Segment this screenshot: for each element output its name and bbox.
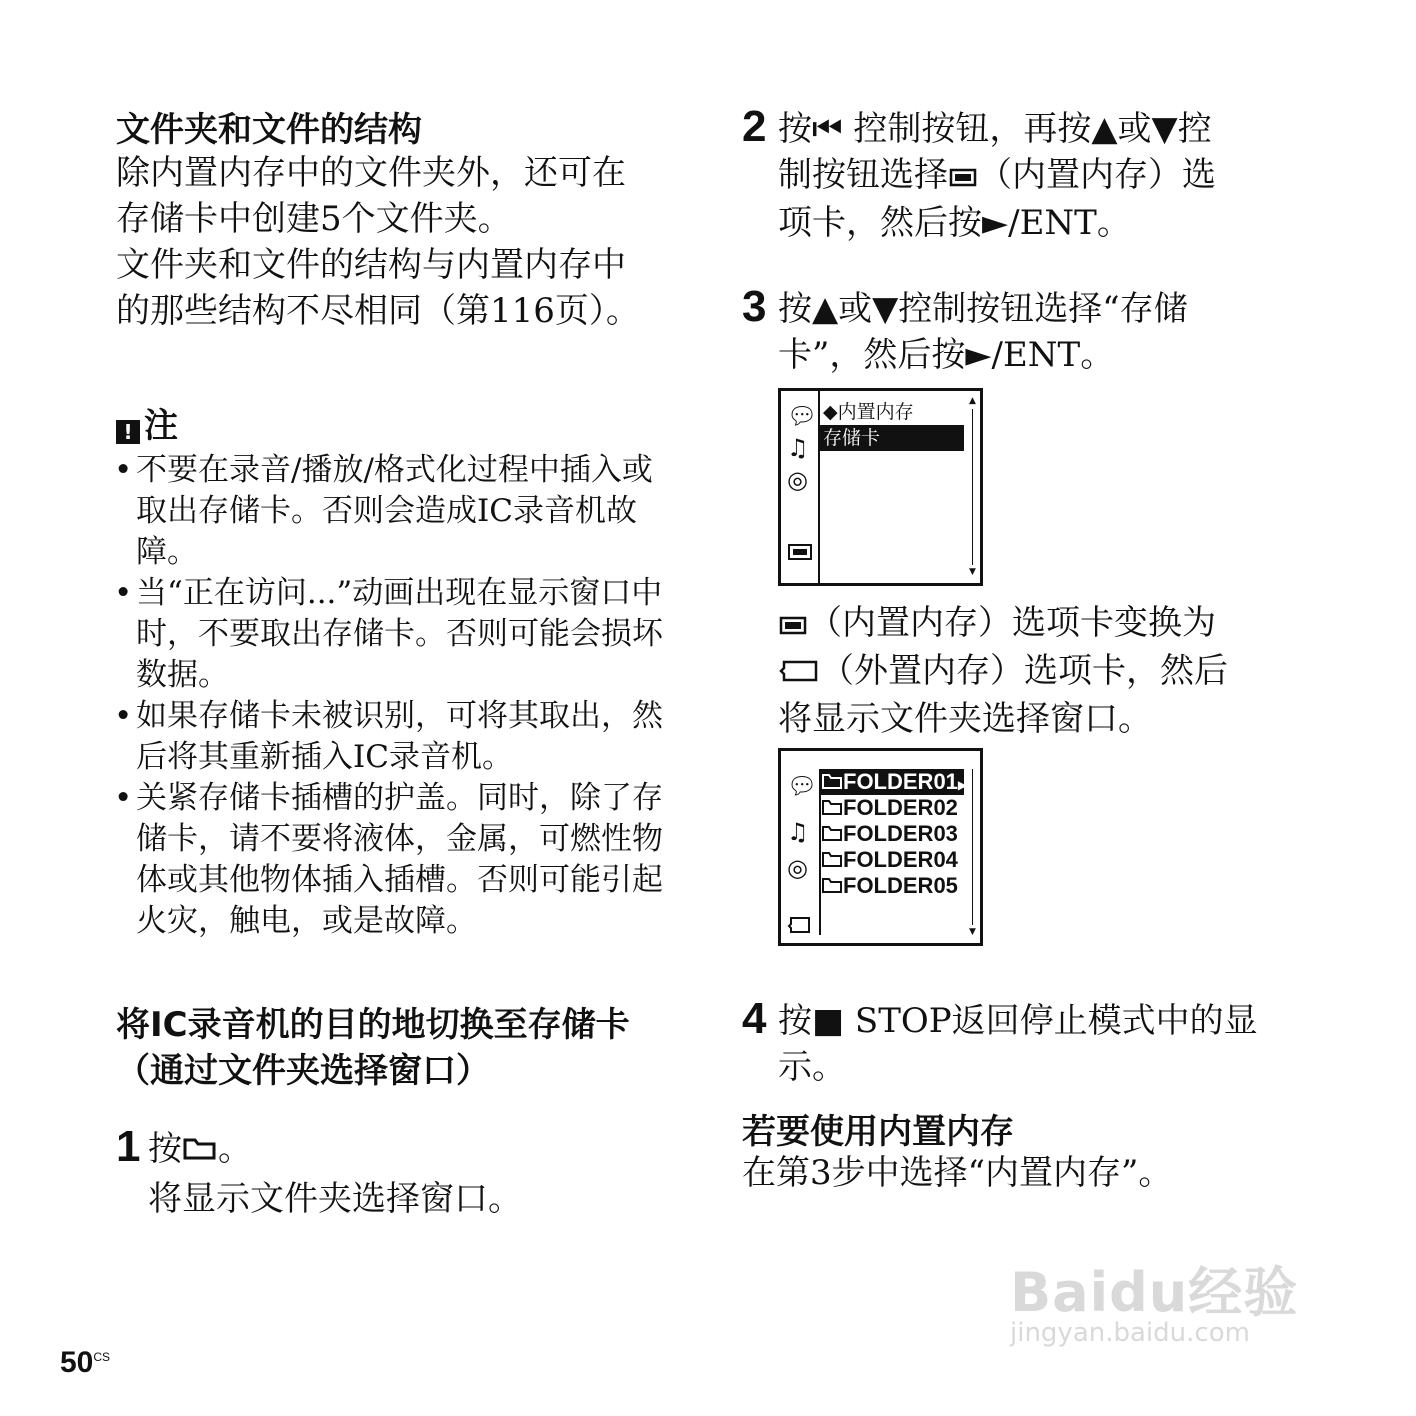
note-icon: ! [116, 420, 140, 444]
step-3-text [778, 286, 1298, 378]
folder-icon [821, 848, 843, 874]
step-3-result [778, 600, 1298, 742]
step-3-result-line-3: 将显示文件夹选择窗口。 [778, 699, 1152, 739]
step-3-result-text-2: （外置内存）选项卡，然后 [820, 651, 1228, 691]
folder-icon [821, 770, 843, 796]
memory-option-internal[interactable]: ◆内置内存 [823, 401, 914, 423]
music-note-icon: ♫ [787, 818, 809, 846]
folder-icon [821, 796, 843, 822]
step-2-line-3: 项卡，然后按►/ENT。 [778, 203, 1131, 243]
internal-memory-tab-icon [787, 541, 813, 567]
folder-item[interactable] [821, 769, 968, 795]
use-builtin-text: 在第3步中选择“内置内存”。 [742, 1153, 1173, 1193]
speech-bubble-icon: 💬︎ [787, 772, 818, 800]
page-number-suffix: CS [93, 1350, 111, 1364]
step-3-line-1: 按▲或▼控制按钮选择“存储 [778, 289, 1188, 329]
memory-option-card[interactable]: 存储卡 [819, 425, 964, 451]
use-builtin-heading: 若要使用内置内存 [742, 1112, 1014, 1152]
folder-item[interactable] [821, 821, 964, 847]
step-3-line-2: 卡”，然后按►/ENT。 [778, 335, 1115, 375]
step-2-number: 2 [742, 102, 767, 151]
step-1-text [148, 1126, 252, 1174]
page-number [60, 1346, 110, 1380]
speech-bubble-icon: 💬︎ [787, 402, 818, 430]
arrow-right-icon: ▶ [957, 778, 968, 792]
step-1-number: 1 [116, 1122, 141, 1171]
memory-card-icon [778, 650, 820, 696]
note-item: • 当“正在访问...”动画出现在显示窗口中时，不要取出存储卡。否则可能会损坏数据。 [114, 573, 666, 696]
step-4-line-1: 按■ STOP返回停止模式中的显 [778, 1001, 1258, 1041]
internal-memory-icon [948, 154, 978, 200]
music-note-icon: ♫ [787, 434, 809, 462]
baidu-watermark-logo: Baidu经验 [1010, 1261, 1299, 1324]
note-item: • 不要在录音/播放/格式化过程中插入或取出存储卡。否则会造成IC录音机故障。 [114, 450, 666, 573]
folder-label: FOLDER05 [843, 873, 958, 898]
folder-label: FOLDER01 [843, 769, 958, 794]
step-2-line-2b: （内置内存）选 [978, 155, 1216, 195]
switch-destination-heading: 将IC录音机的目的地切换至存储卡（通过文件夹选择窗口） [116, 1005, 630, 1091]
step-4-number: 4 [742, 994, 767, 1043]
step-3-result-line-1 [778, 600, 1298, 648]
structure-heading: 文件夹和文件的结构 [116, 110, 422, 150]
step-3-result-text-1: （内置内存）选项卡变换为 [808, 603, 1216, 643]
folder-item[interactable] [821, 873, 964, 899]
radio-icon: ◎ [787, 854, 808, 882]
note-heading [116, 404, 178, 448]
note-heading-label: 注 [144, 406, 178, 446]
folder-select-screen [778, 748, 983, 946]
step-1-prefix: 按 [148, 1129, 182, 1169]
folder-icon [821, 874, 843, 900]
structure-paragraph-1: 除内置内存中的文件夹外，还可在存储卡中创建5个文件夹。 [116, 153, 626, 239]
scrollbar[interactable]: ▼ [969, 757, 977, 937]
folder-list [819, 769, 968, 935]
step-2-line-2a: 制按钮选择 [778, 155, 948, 195]
note-item: • 如果存储卡未被识别，可将其取出，然后将其重新插入IC录音机。 [114, 696, 666, 778]
step-4-text [778, 998, 1298, 1090]
memory-select-screen [778, 388, 983, 586]
step-2-text [778, 106, 1298, 246]
memory-list [819, 399, 964, 575]
folder-label: FOLDER02 [843, 795, 958, 820]
folder-button-icon [182, 1128, 218, 1174]
radio-icon: ◎ [787, 466, 808, 494]
internal-memory-icon [778, 602, 808, 648]
folder-item[interactable] [821, 847, 964, 873]
memory-card-tab-icon [787, 913, 811, 939]
screen-tabs [781, 751, 821, 943]
step-2-line-2 [778, 152, 1298, 200]
baidu-watermark-url: jingyan.baidu.com [1010, 1318, 1250, 1348]
screen-tabs [781, 391, 821, 583]
folder-label: FOLDER04 [843, 847, 958, 872]
folder-label: FOLDER03 [843, 821, 958, 846]
step-1-detail: 将显示文件夹选择窗口。 [148, 1179, 522, 1219]
step-4-line-2: 示。 [778, 1047, 846, 1087]
step-3-result-line-2 [778, 648, 1298, 696]
screen-tab-divider [817, 390, 821, 586]
folder-item[interactable] [821, 795, 964, 821]
note-item: • 关紧存储卡插槽的护盖。同时，除了存储卡，请不要将液体，金属，可燃性物体或其他物体插入插槽。否则可能引起火灾，触电，或是故障。 [114, 778, 666, 942]
scrollbar[interactable]: ▲ ▼ [969, 396, 976, 577]
page-number-value: 50 [60, 1346, 94, 1379]
structure-paragraph-2: 文件夹和文件的结构与内置内存中的那些结构不尽相同（第116页）。 [116, 245, 640, 331]
folder-icon [821, 822, 843, 848]
step-2-line-1: 按⏮ 控制按钮，再按▲或▼控 [778, 109, 1212, 149]
step-1-suffix: 。 [218, 1129, 252, 1169]
notes-list [114, 450, 666, 942]
step-3-number: 3 [742, 282, 767, 331]
